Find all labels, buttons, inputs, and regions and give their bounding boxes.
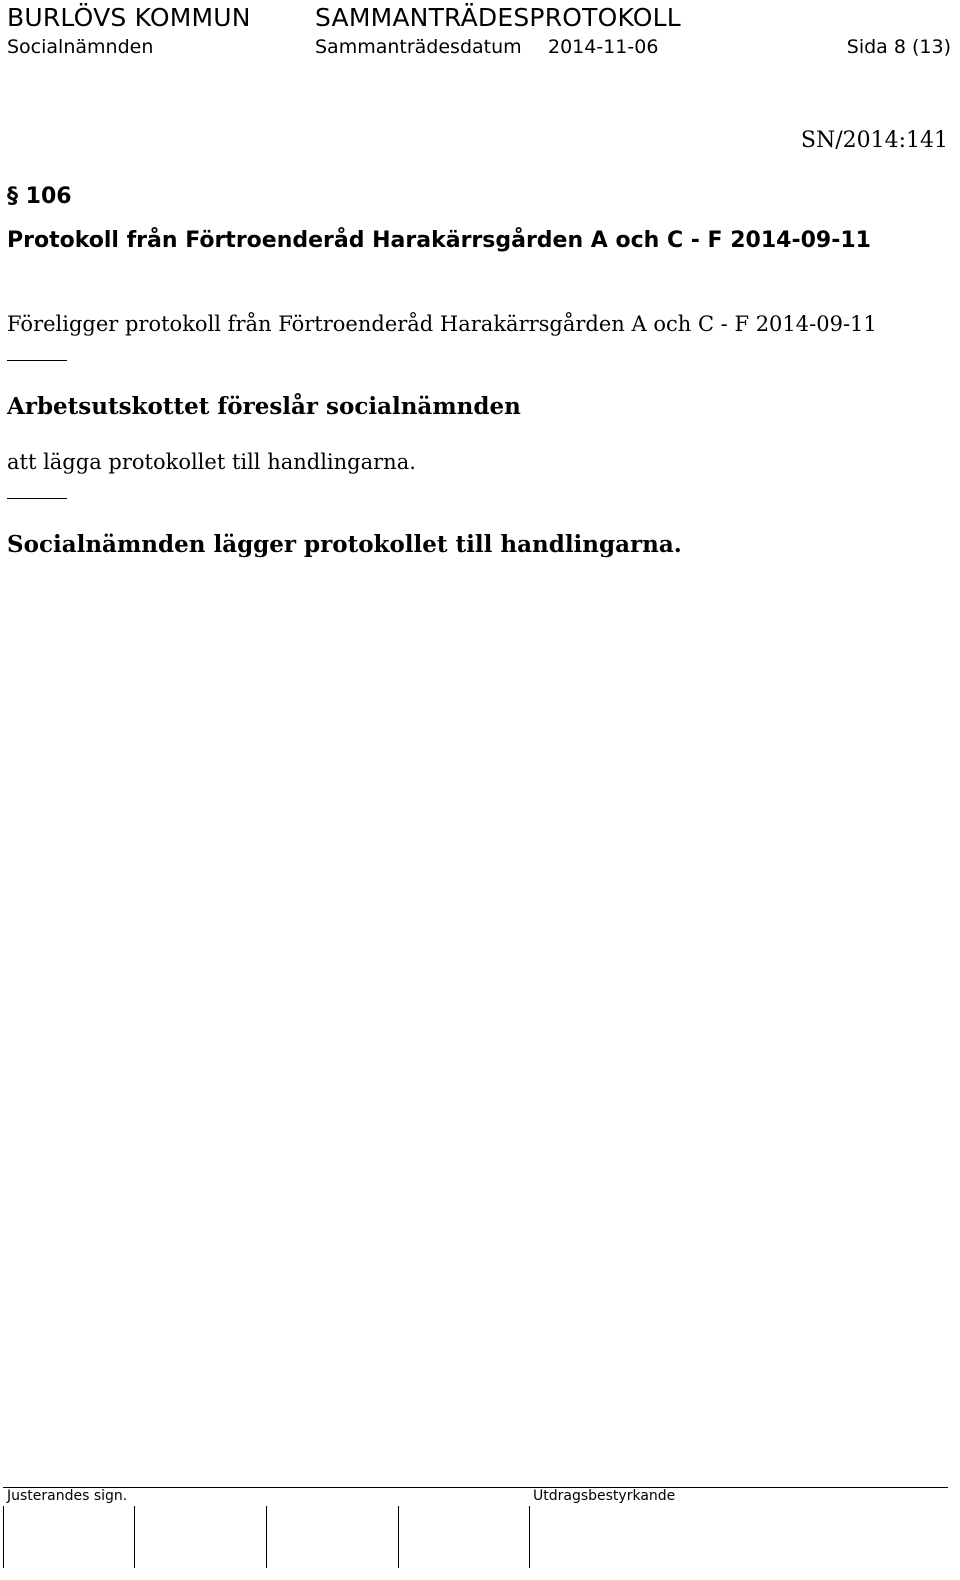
proposal-heading: Arbetsutskottet föreslår socialnämnden: [7, 393, 521, 420]
separator-line: [7, 360, 67, 361]
section-title: Protokoll från Förtroenderåd Harakärrsgården A och C - F 2014-09-11: [7, 228, 871, 253]
meeting-date: 2014-11-06: [548, 36, 659, 58]
decision-text: Socialnämnden lägger protokollet till handlingarna.: [7, 531, 682, 558]
case-number: SN/2014:141: [800, 128, 948, 153]
footer-line: [3, 1487, 948, 1488]
page-number: Sida 8 (13): [846, 36, 951, 58]
proposal-text: att lägga protokollet till handlingarna.: [7, 450, 416, 474]
document-type: SAMMANTRÄDESPROTOKOLL: [315, 3, 681, 32]
signature-box-divider: [529, 1506, 530, 1568]
committee-name: Socialnämnden: [7, 36, 154, 58]
paragraph-number: § 106: [7, 184, 72, 209]
organization-name: BURLÖVS KOMMUN: [7, 3, 251, 32]
signature-box-divider: [398, 1506, 399, 1568]
signature-label: Justerandes sign.: [7, 1488, 128, 1504]
signature-box-divider: [266, 1506, 267, 1568]
signature-box-divider: [134, 1506, 135, 1568]
meeting-date-label: Sammanträdesdatum: [315, 36, 522, 58]
attestation-label: Utdragsbestyrkande: [533, 1488, 676, 1504]
signature-box-divider: [3, 1506, 4, 1568]
section-description: Föreligger protokoll från Förtroenderåd Harakärrsgården A och C - F 2014-09-11: [7, 312, 877, 336]
separator-line: [7, 498, 67, 499]
